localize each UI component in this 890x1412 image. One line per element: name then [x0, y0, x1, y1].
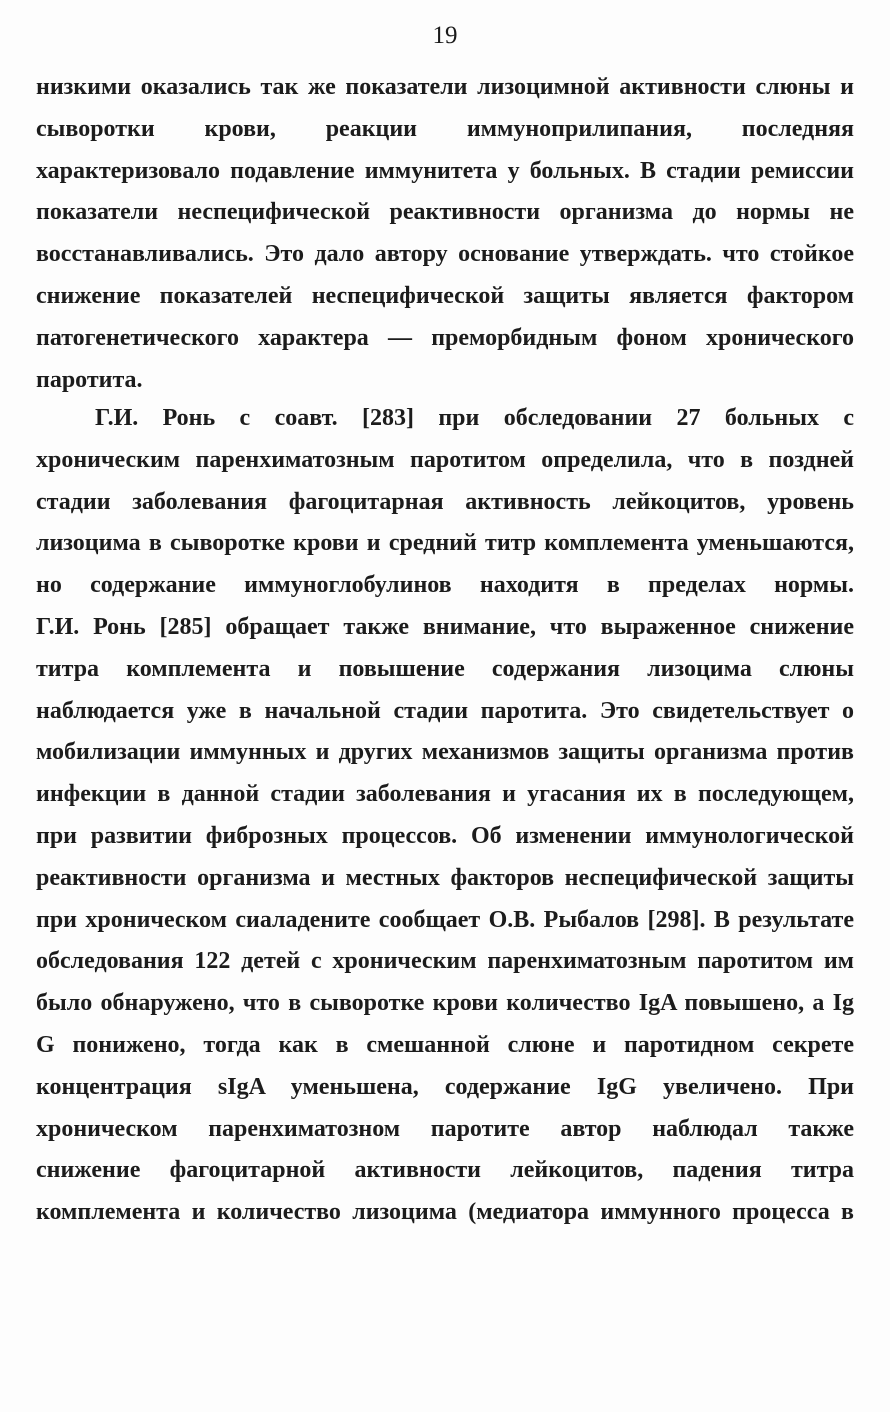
text-line: патогенетического характера — преморбидным фоном хронического: [36, 324, 854, 351]
text-line: хроническим паренхиматозным паротитом определила, что в поздней: [36, 446, 854, 473]
text-line: снижение фагоцитарной активности лейкоцитов, падения титра: [36, 1157, 854, 1184]
text-line: обследования 122 детей с хроническим паренхиматозным паротитом им: [36, 948, 854, 975]
text-line: хроническом паренхиматозном паротите автор наблюдал также: [36, 1115, 854, 1142]
text-line: снижение показателей неспецифической защиты является фактором: [36, 282, 854, 309]
text-line: реактивности организма и местных факторов неспецифической защиты: [36, 864, 854, 891]
text-line: но содержание иммуноглобулинов находитя в пределах нормы.: [36, 572, 854, 599]
text-line: при развитии фиброзных процессов. Об изменении иммунологической: [36, 822, 854, 849]
text-line: паротита.: [36, 366, 143, 393]
text-line: комплемента и количество лизоцима (медиатора иммунного процесса в: [36, 1199, 854, 1226]
text-line: наблюдается уже в начальной стадии паротита. Это свидетельствует о: [36, 697, 854, 724]
paragraph-2: [36, 398, 854, 1234]
text-line: низкими оказались так же показатели лизоцимной активности слюны и: [36, 74, 854, 100]
text-line: мобилизации иммунных и других механизмов защиты организма против: [36, 739, 854, 766]
text-line: стадии заболевания фагоцитарная активность лейкоцитов, уровень: [36, 488, 854, 515]
text-line: G понижено, тогда как в смешанной слюне и паротидном секрете: [36, 1031, 854, 1058]
text-line: лизоцима в сыворотке крови и средний титр комплемента уменьшаются,: [36, 530, 854, 557]
text-line: показатели неспецифической реактивности организма до нормы не: [36, 199, 854, 226]
text-line: Г.И. Ронь с соавт. [283] при обследовании 27 больных с: [95, 405, 854, 431]
text-line: сыворотки крови, реакции иммуноприлипания, последняя: [36, 115, 854, 142]
text-line: характеризовало подавление иммунитета у больных. В стадии ремиссии: [36, 157, 854, 184]
text-line: Г.И. Ронь [285] обращает также внимание, что выраженное снижение: [36, 613, 854, 640]
paragraph-1: [36, 67, 854, 401]
text-line: концентрация sIgA уменьшена, содержание IgG увеличено. При: [36, 1073, 854, 1100]
text-line: титра комплемента и повышение содержания лизоцима слюны: [36, 655, 854, 682]
text-line: при хроническом сиаладените сообщает О.В. Рыбалов [298]. В результате: [36, 906, 854, 933]
page-number: 19: [432, 22, 458, 49]
text-line: инфекции в данной стадии заболевания и угасания их в последующем,: [36, 781, 854, 808]
text-line: было обнаружено, что в сыворотке крови количество IgA повышено, а Ig: [36, 990, 854, 1017]
text-line: восстанавливались. Это дало автору основание утверждать. что стойкое: [36, 241, 854, 268]
